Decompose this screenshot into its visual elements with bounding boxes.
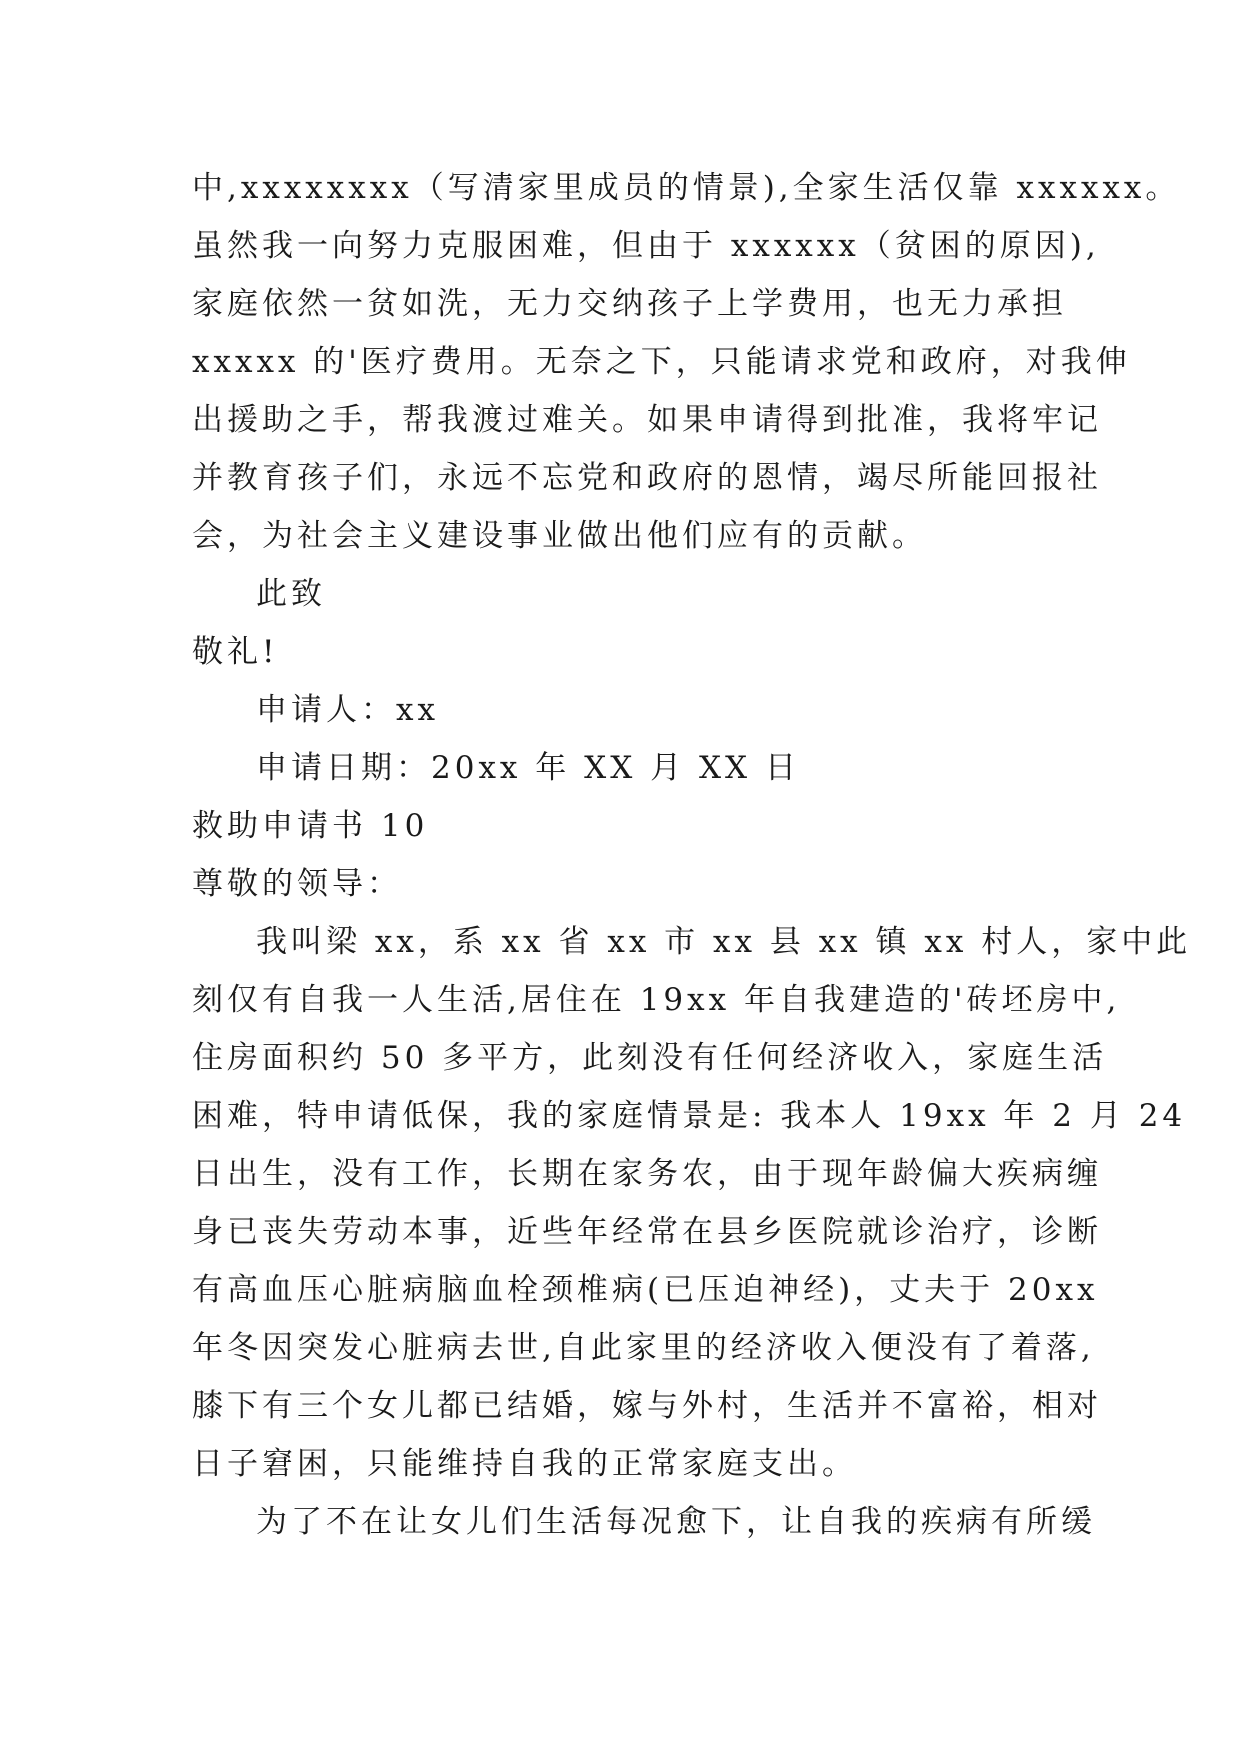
text-line: 我叫梁 xx，系 xx 省 xx 市 xx 县 xx 镇 xx 村人，家中此 xyxy=(256,924,1192,960)
text-line: 并教育孩子们，永远不忘党和政府的恩情，竭尽所能回报社 xyxy=(192,460,1102,496)
text-line: 出援助之手，帮我渡过难关。如果申请得到批准，我将牢记 xyxy=(192,402,1102,438)
letter-greeting: 尊敬的领导： xyxy=(192,866,402,902)
text-line: 身已丧失劳动本事，近些年经常在县乡医院就诊治疗，诊断 xyxy=(192,1214,1102,1250)
applicant-name: 申请人：xx xyxy=(256,692,439,728)
closing-regards: 敬礼! xyxy=(192,634,279,670)
text-line: 家庭依然一贫如洗，无力交纳孩子上学费用，也无力承担 xyxy=(192,286,1067,322)
text-line: 膝下有三个女儿都已结婚，嫁与外村，生活并不富裕，相对 xyxy=(192,1388,1102,1424)
text-line: 日出生，没有工作，长期在家务农，由于现年龄偏大疾病缠 xyxy=(192,1156,1102,1192)
text-line: 为了不在让女儿们生活每况愈下，让自我的疾病有所缓 xyxy=(256,1504,1096,1540)
application-date: 申请日期：20xx 年 XX 月 XX 日 xyxy=(256,750,800,786)
text-line: xxxxx 的'医疗费用。无奈之下，只能请求党和政府，对我伸 xyxy=(192,344,1131,380)
text-line: 刻仅有自我一人生活,居住在 19xx 年自我建造的'砖坯房中, xyxy=(192,982,1121,1018)
text-line: 会，为社会主义建设事业做出他们应有的贡献。 xyxy=(192,518,927,554)
section-title: 救助申请书 10 xyxy=(192,808,429,844)
text-line: 年冬因突发心脏病去世,自此家里的经济收入便没有了着落, xyxy=(192,1330,1095,1366)
text-line: 中,xxxxxxxx（写清家里成员的情景),全家生活仅靠 xxxxxx。 xyxy=(192,170,1181,206)
text-line: 日子窘困，只能维持自我的正常家庭支出。 xyxy=(192,1446,857,1482)
text-line: 虽然我一向努力克服困难，但由于 xxxxxx（贫困的原因), xyxy=(192,228,1100,264)
closing-salutation: 此致 xyxy=(256,576,326,612)
text-line: 住房面积约 50 多平方，此刻没有任何经济收入，家庭生活 xyxy=(192,1040,1108,1076)
text-line: 有高血压心脏病脑血栓颈椎病(已压迫神经)，丈夫于 20xx xyxy=(192,1272,1099,1308)
text-line: 困难，特申请低保，我的家庭情景是: 我本人 19xx 年 2 月 24 xyxy=(192,1098,1187,1134)
